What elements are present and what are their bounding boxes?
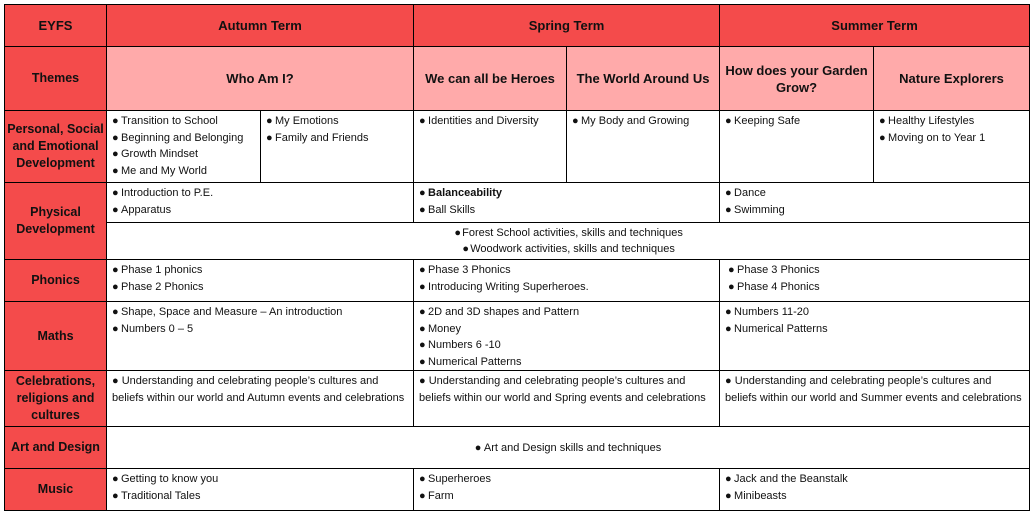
themes-label: Themes: [5, 47, 107, 111]
list-item-text: Phase 4 Phonics: [737, 280, 820, 293]
list-item: [112, 130, 258, 147]
list-item: [419, 279, 717, 296]
physical-summer: [720, 183, 1030, 223]
list-item: [107, 225, 1029, 242]
list-item: [112, 202, 411, 219]
bullet: ●: [728, 280, 735, 293]
art-label: Art and Design: [5, 427, 107, 469]
bullet: ●: [419, 322, 426, 335]
physical-all-terms: [107, 223, 1030, 260]
pse-autumn-1: [107, 111, 261, 183]
list-item-text: Shape, Space and Measure – An introduction: [121, 306, 343, 318]
celebrations-autumn: [107, 371, 414, 427]
bullet: ●: [419, 339, 426, 351]
bullet: ●: [419, 375, 426, 387]
list-item-text: Traditional Tales: [121, 489, 201, 502]
bullet: ●: [474, 441, 482, 454]
list-item-text: Identities and Diversity: [428, 115, 539, 127]
theme-summer-1: How does your Garden Grow?: [720, 47, 874, 111]
art-row: [5, 427, 1030, 469]
list-item: [266, 113, 411, 130]
pse-spring-1: [414, 111, 567, 183]
list-item-text: Swimming: [734, 203, 785, 216]
list-item-text: Minibeasts: [734, 489, 787, 502]
list-item-text: Phase 3 Phonics: [737, 264, 820, 276]
bullet: ●: [266, 115, 273, 127]
list-item-text: Farm: [428, 489, 454, 502]
celebrations-summer-text: Understanding and celebrating people’s cultures and beliefs within our world and Summer events and celebrations: [725, 375, 1022, 404]
bullet: ●: [419, 115, 426, 127]
eyfs-header: EYFS: [5, 5, 107, 47]
bullet: ●: [725, 115, 732, 127]
list-item: [266, 130, 411, 147]
list-item: [725, 471, 1027, 488]
list-item-text: Beginning and Belonging: [121, 131, 244, 144]
maths-autumn: [107, 302, 414, 371]
bullet: ●: [112, 187, 119, 199]
list-item-text: Apparatus: [121, 203, 172, 216]
bullet: ●: [112, 148, 119, 160]
list-item-text: Numbers 6 -10: [428, 339, 501, 351]
list-item-text: Getting to know you: [121, 473, 219, 485]
list-item: [725, 488, 1027, 505]
bullet: ●: [112, 164, 119, 177]
summer-term-header: Summer Term: [720, 5, 1030, 47]
list-item-text: Moving on to Year 1: [888, 131, 986, 144]
list-item: [419, 488, 717, 505]
theme-autumn: Who Am I?: [107, 47, 414, 111]
list-item: [419, 185, 717, 202]
list-item-text: Dance: [734, 187, 766, 199]
list-item: [725, 279, 1027, 296]
list-item-text: 2D and 3D shapes and Pattern: [428, 306, 580, 318]
list-item: [879, 130, 1027, 147]
list-item-text: Superheroes: [428, 473, 492, 485]
list-item: [725, 262, 1027, 279]
list-item: [572, 113, 717, 130]
theme-spring-2: The World Around Us: [567, 47, 720, 111]
bullet: ●: [725, 203, 732, 216]
bullet: ●: [112, 115, 119, 127]
bullet: ●: [112, 375, 119, 387]
bullet: ●: [112, 203, 119, 216]
list-item: [725, 304, 1027, 321]
celebrations-label: Celebrations, religions and cultures: [5, 371, 107, 427]
list-item: [112, 163, 258, 180]
bullet: ●: [112, 306, 119, 318]
physical-row: [5, 183, 1030, 223]
list-item: [725, 113, 871, 130]
bullet: ●: [725, 473, 732, 485]
list-item-text: Phase 2 Phonics: [121, 280, 204, 293]
bullet: ●: [419, 187, 426, 199]
list-item-text: My Body and Growing: [581, 115, 690, 127]
bullet: ●: [112, 131, 119, 144]
list-item-text: Numerical Patterns: [428, 355, 522, 368]
list-item: [725, 185, 1027, 202]
music-label: Music: [5, 469, 107, 511]
physical-label: Physical Development: [5, 183, 107, 260]
list-item-text: Numbers 11-20: [734, 306, 810, 318]
celebrations-spring-text: Understanding and celebrating people’s cultures and beliefs within our world and Spring events and celebrations: [419, 375, 706, 404]
list-item-text: Balanceability: [428, 187, 502, 199]
bullet: ●: [419, 473, 426, 485]
bullet: ●: [728, 264, 735, 276]
bullet: ●: [419, 489, 426, 502]
bullet: ●: [462, 243, 470, 255]
list-item-text: Numbers 0 – 5: [121, 322, 194, 335]
phonics-spring: [414, 260, 720, 302]
list-item: [112, 321, 411, 338]
bullet: ●: [419, 306, 426, 318]
list-item-text: Phase 1 phonics: [121, 264, 203, 276]
list-item: [419, 337, 717, 354]
list-item: [107, 241, 1029, 258]
list-item-text: Phase 3 Phonics: [428, 264, 511, 276]
maths-label: Maths: [5, 302, 107, 371]
bullet: ●: [725, 187, 732, 199]
bullet: ●: [725, 322, 732, 335]
bullet: ●: [879, 131, 886, 144]
bullet: ●: [112, 264, 119, 276]
autumn-term-header: Autumn Term: [107, 5, 414, 47]
list-item: [112, 488, 411, 505]
list-item: [419, 304, 717, 321]
bullet: ●: [725, 306, 732, 318]
pse-summer-2: [874, 111, 1030, 183]
phonics-autumn: [107, 260, 414, 302]
pse-summer-1: [720, 111, 874, 183]
curriculum-table: [4, 4, 1030, 511]
bullet: ●: [419, 355, 426, 368]
bullet: ●: [879, 115, 886, 127]
bullet: ●: [112, 322, 119, 335]
list-item-text: Forest School activities, skills and techniques: [462, 226, 683, 239]
list-item-text: Introducing Writing Superheroes.: [428, 280, 589, 293]
list-item: [112, 185, 411, 202]
music-row: [5, 469, 1030, 511]
art-all-terms: [107, 427, 1030, 469]
theme-spring-1: We can all be Heroes: [414, 47, 567, 111]
list-item-text: Ball Skills: [428, 203, 476, 216]
list-item: [112, 113, 258, 130]
list-item: [419, 262, 717, 279]
bullet: ●: [112, 489, 119, 502]
list-item-text: Money: [428, 322, 462, 335]
list-item-text: Introduction to P.E.: [121, 187, 214, 199]
list-item: [879, 113, 1027, 130]
theme-summer-2: Nature Explorers: [874, 47, 1030, 111]
bullet: ●: [725, 489, 732, 502]
celebrations-autumn-text: Understanding and celebrating people’s cultures and beliefs within our world and Autumn events and celebrations: [112, 375, 405, 404]
list-item: [419, 321, 717, 338]
phonics-row: [5, 260, 1030, 302]
phonics-summer: [720, 260, 1030, 302]
celebrations-spring: [414, 371, 720, 427]
bullet: ●: [419, 280, 426, 293]
phonics-label: Phonics: [5, 260, 107, 302]
celebrations-summer: [720, 371, 1030, 427]
bullet: ●: [725, 375, 732, 387]
maths-summer: [720, 302, 1030, 371]
music-spring: [414, 469, 720, 511]
music-autumn: [107, 469, 414, 511]
list-item-text: Me and My World: [121, 164, 207, 177]
celebrations-row: [5, 371, 1030, 427]
list-item: [112, 471, 411, 488]
list-item: [112, 304, 411, 321]
list-item-text: Growth Mindset: [121, 148, 199, 160]
list-item: [725, 321, 1027, 338]
list-item-text: Family and Friends: [275, 131, 369, 144]
spring-term-header: Spring Term: [414, 5, 720, 47]
bullet: ●: [419, 264, 426, 276]
pse-label: Personal, Social and Emotional Development: [5, 111, 107, 183]
list-item: [112, 146, 258, 163]
list-item-text: Keeping Safe: [734, 115, 801, 127]
list-item-text: Transition to School: [121, 115, 218, 127]
list-item-text: Healthy Lifestyles: [888, 115, 975, 127]
themes-row: [5, 47, 1030, 111]
maths-spring: [414, 302, 720, 371]
music-summer: [720, 469, 1030, 511]
physical-spring: [414, 183, 720, 223]
list-item-text: Jack and the Beanstalk: [734, 473, 848, 485]
bullet: ●: [419, 203, 426, 216]
pse-spring-2: [567, 111, 720, 183]
list-item: [112, 279, 411, 296]
bullet: ●: [112, 473, 119, 485]
pse-row: [5, 111, 1030, 183]
list-item: [112, 262, 411, 279]
list-item: [725, 202, 1027, 219]
list-item: [419, 113, 564, 130]
list-item: [419, 202, 717, 219]
bullet: ●: [572, 115, 579, 127]
maths-row: [5, 302, 1030, 371]
list-item: [419, 471, 717, 488]
list-item-text: My Emotions: [275, 115, 339, 127]
list-item: [419, 354, 717, 371]
list-item-text: Woodwork activities, skills and techniques: [470, 243, 675, 255]
physical-all-row: [5, 223, 1030, 260]
bullet: ●: [112, 280, 119, 293]
art-all-text: Art and Design skills and techniques: [483, 441, 662, 454]
physical-autumn: [107, 183, 414, 223]
pse-autumn-2: [261, 111, 414, 183]
list-item-text: Numerical Patterns: [734, 322, 828, 335]
bullet: ●: [454, 226, 461, 239]
bullet: ●: [266, 131, 273, 144]
term-header-row: [5, 5, 1030, 47]
